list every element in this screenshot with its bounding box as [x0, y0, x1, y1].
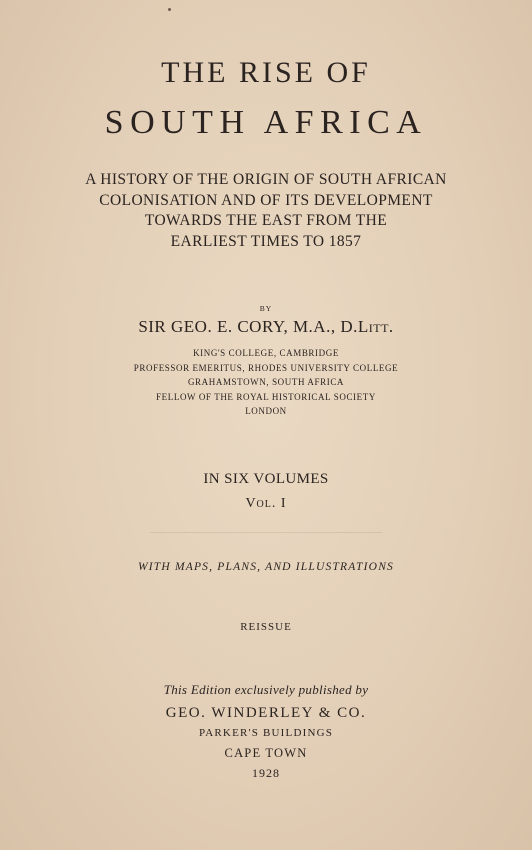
by-label: BY — [259, 304, 273, 313]
author-name-text: SIR GEO. E. CORY, M.A., — [138, 317, 341, 336]
publisher-name: GEO. WINDERLEY & CO. — [165, 705, 367, 721]
divider — [150, 532, 382, 533]
edition-note: This Edition exclusively published by — [163, 682, 369, 697]
volume-number: Vol. I — [245, 496, 287, 511]
publisher-address-1: PARKER'S BUILDINGS — [198, 727, 334, 739]
ink-spot — [168, 8, 171, 11]
volume-set: IN SIX VOLUMES — [203, 471, 329, 487]
illustrations-note: WITH MAPS, PLANS, AND ILLUSTRATIONS — [137, 561, 395, 573]
publication-year: 1928 — [252, 766, 280, 780]
reissue-label: REISSUE — [240, 621, 292, 633]
subtitle: A HISTORY OF THE ORIGIN OF SOUTH AFRICAN COLONISATION AND OF ITS DEVELOPMENT TOWARDS THE EAST FROM THE EARLIEST TIMES TO 1857 — [85, 171, 447, 250]
author-name — [0, 318, 532, 335]
title-line-1: THE RISE OF — [161, 56, 371, 89]
author-credentials: KING'S COLLEGE, CAMBRIDGE PROFESSOR EMERITUS, RHODES UNIVERSITY COLLEGE GRAHAMSTOWN, SOUTH AFRICA FELLOW OF THE ROYAL HISTORICAL SOCIETY LONDON — [133, 348, 399, 417]
publisher-address-2: CAPE TOWN — [224, 746, 308, 760]
title-line-2: SOUTH AFRICA — [104, 104, 428, 141]
author-degree: D.Litt. — [340, 317, 394, 336]
